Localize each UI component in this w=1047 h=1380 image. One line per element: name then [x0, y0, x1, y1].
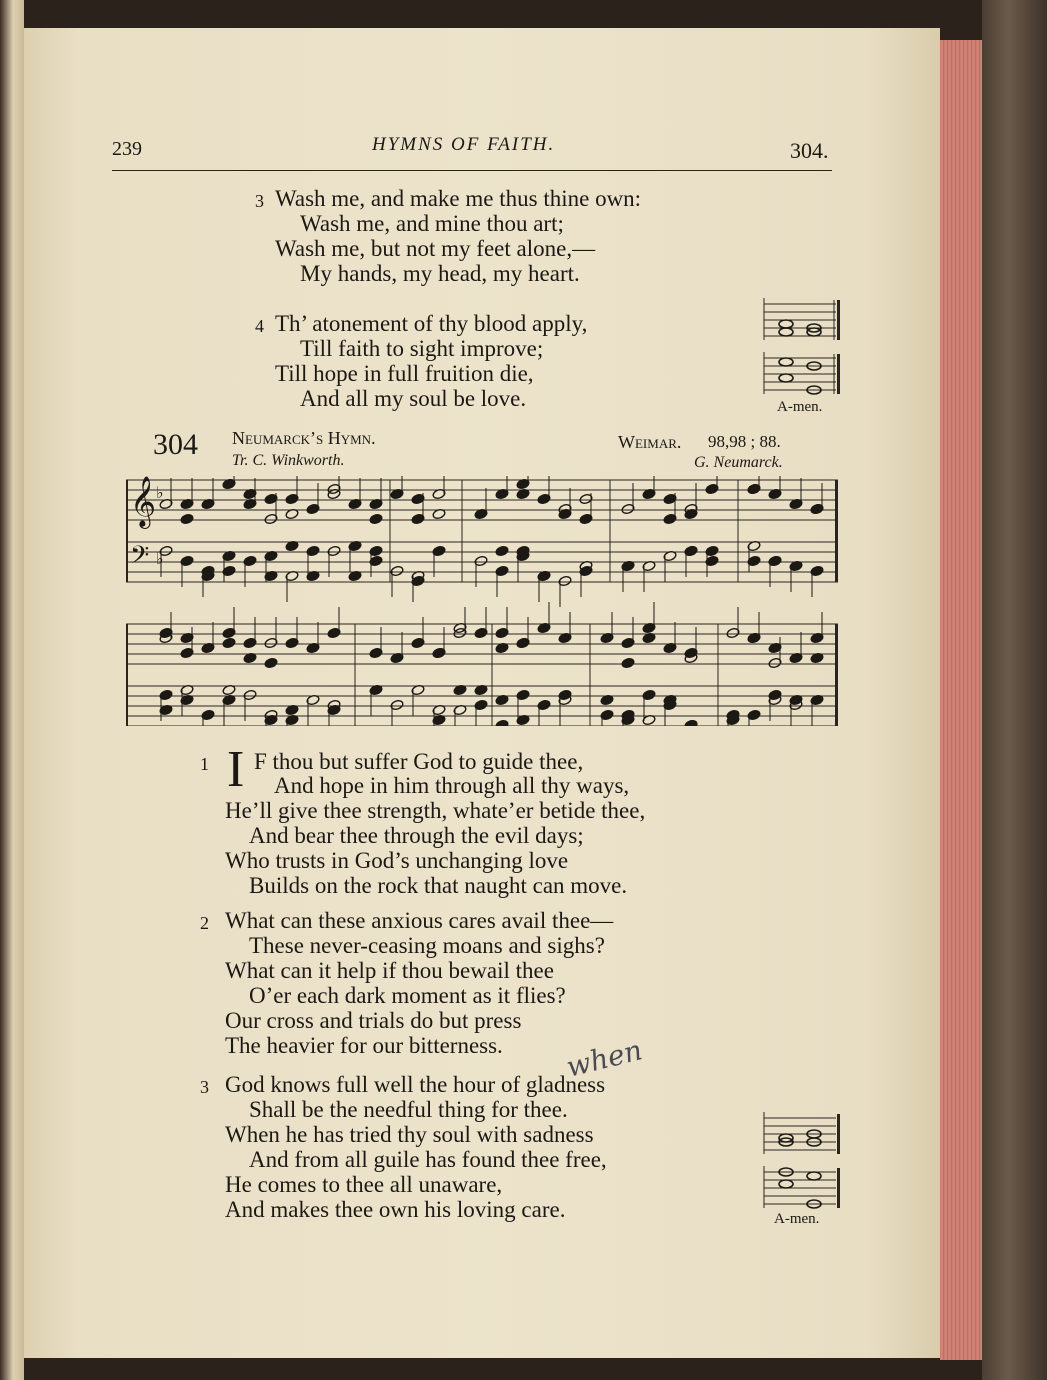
verse-line: And all my soul be love. — [300, 386, 527, 411]
treble-clef-icon: 𝄞 — [130, 476, 157, 527]
verse-line: Till faith to sight improve; — [300, 336, 544, 361]
verse-line: And makes thee own his loving care. — [225, 1197, 566, 1222]
verse-line: Till hope in full fruition die, — [275, 361, 534, 386]
verse-number: 3 — [200, 1077, 209, 1097]
verse-number: 4 — [255, 316, 264, 336]
verse-line: Th’ atonement of thy blood apply, — [275, 311, 588, 336]
note-head — [369, 513, 383, 525]
hymn-number-header: 304. — [790, 138, 829, 163]
note-head — [495, 719, 509, 726]
note-head — [684, 719, 698, 726]
tune-name: Weimar. — [618, 432, 682, 452]
system-bracket — [126, 624, 128, 726]
verse-line: And hope in him through all thy ways, — [274, 773, 630, 798]
drop-cap: I — [227, 741, 245, 798]
verse-number: 2 — [200, 913, 209, 933]
running-title: HYMNS OF FAITH. — [372, 134, 556, 155]
verse-line: When he has tried thy soul with sadness — [225, 1122, 594, 1147]
verse-line: My hands, my head, my heart. — [300, 261, 580, 286]
verse-line: God knows full well the hour of gladness — [225, 1072, 606, 1097]
verse-line: And bear thee through the evil days; — [249, 823, 584, 848]
verse-line: Wash me, and mine thou art; — [300, 211, 564, 236]
flat-key-signature-icon: ♭ — [156, 549, 164, 568]
header-rule — [112, 170, 832, 171]
verse-line: Shall be the needful thing for thee. — [249, 1097, 568, 1122]
note-head — [621, 657, 635, 669]
final-bar — [835, 480, 838, 582]
note-head — [180, 513, 194, 525]
verse-number: 3 — [255, 191, 264, 211]
verse-line: What can these anxious cares avail thee— — [225, 908, 614, 933]
page-number: 239 — [112, 138, 142, 160]
verse-number: 1 — [200, 754, 209, 774]
verse-line: Wash me, but not my feet alone,— — [275, 236, 596, 261]
hymn-number: 304 — [153, 428, 198, 461]
amen-label: A-men. — [777, 399, 823, 415]
hymn-title: Neumarck’s Hymn. — [232, 428, 376, 448]
amen-label: A-men. — [774, 1211, 820, 1227]
verse-line: He comes to thee all unaware, — [225, 1172, 503, 1197]
verse-line: What can it help if thou bewail thee — [225, 958, 554, 983]
verse-line: F thou but suffer God to guide thee, — [254, 749, 584, 774]
verse-line: He’ll give thee strength, whate’er betide thee, — [225, 798, 646, 823]
flat-key-signature-icon: ♭ — [156, 483, 164, 502]
bass-clef-icon: 𝄢 — [130, 541, 150, 576]
book-cover — [982, 0, 1047, 1380]
verse-line: The heavier for our bitterness. — [225, 1033, 503, 1058]
verse-line: Our cross and trials do but press — [225, 1008, 522, 1033]
verse-line: Wash me, and make me thus thine own: — [275, 186, 642, 211]
handwritten-annotation: when — [563, 1033, 646, 1084]
red-page-edges — [940, 40, 982, 1360]
verse-line: O’er each dark moment as it flies? — [249, 983, 566, 1008]
verse-line: These never-ceasing moans and sighs? — [249, 933, 605, 958]
note-head — [222, 637, 236, 649]
music-score — [120, 476, 850, 726]
system-bracket — [126, 480, 128, 582]
translator: Tr. C. Winkworth. — [232, 452, 345, 469]
amen-notation — [762, 298, 842, 398]
verse-line: And from all guile has found thee free, — [249, 1147, 607, 1172]
note-head — [264, 657, 278, 669]
amen-notation — [762, 1112, 842, 1212]
verse-line: Who trusts in God’s unchanging love — [225, 848, 569, 873]
verse-line: Builds on the rock that naught can move. — [249, 873, 628, 898]
final-bar — [835, 624, 838, 726]
note-head — [495, 545, 509, 557]
meter: 98,98 ; 88. — [708, 432, 781, 451]
facing-page-edge — [0, 0, 24, 1380]
composer: G. Neumarck. — [694, 454, 783, 471]
